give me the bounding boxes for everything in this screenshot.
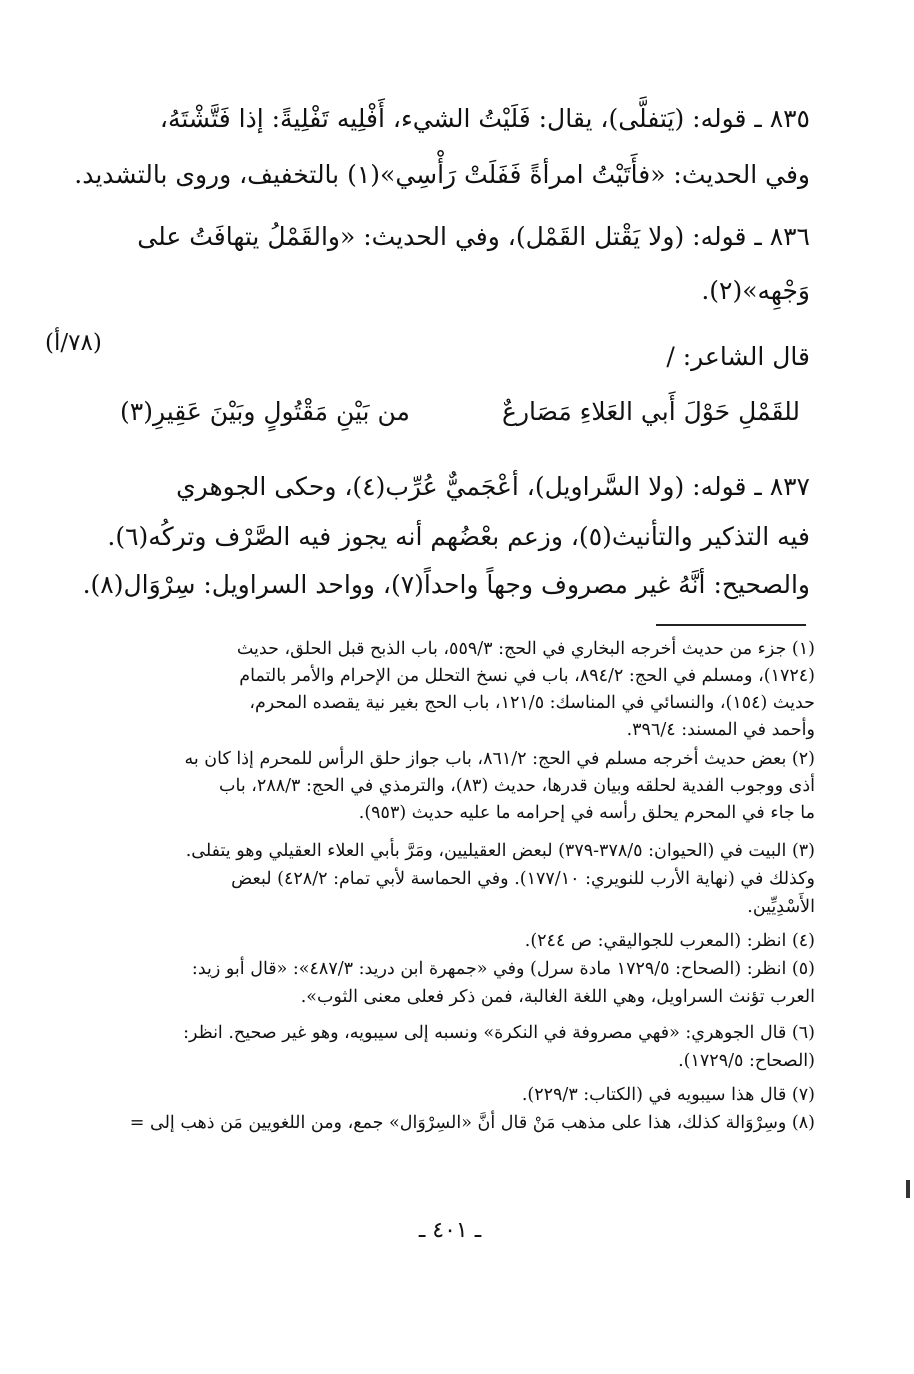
footnote-line: (الصحاح: ١٧٢٩/٥). [678, 1051, 815, 1071]
footnote-line: وكذلك في (نهاية الأرب للنويري: ١٧٧/١٠). وفي الحماسة لأبي تمام: ٤٢٨/٢) لبعض [231, 869, 815, 889]
poet-intro: قال الشاعر: / [666, 342, 810, 371]
footnote-line: (٨) وسِرْوَالة كذلك، هذا على مذهب مَنْ قال أنَّ «السِرْوَال» جمع، ومن اللغويين مَن ذهب إلى = [129, 1113, 815, 1133]
footnote-line: (٥) انظر: (الصحاح: ١٧٢٩/٥ مادة سرل) وفي «جمهرة ابن دريد: ٤٨٧/٣»: «قال أبو زيد: [191, 959, 815, 979]
footnote-line: (٤) انظر: (المعرب للجواليقي: ص ٢٤٤). [524, 931, 815, 951]
entry-836-line-1: ٨٣٦ ـ قوله: (ولا يَقْتل القَمْل)، وفي الحديث: «والقَمْلُ يتهافَتُ على [137, 222, 810, 251]
footnote-line: (١) جزء من حديث أخرجه البخاري في الحج: ٥٥٩/٣، باب الذبح قبل الحلق، حديث [236, 639, 815, 659]
footnote-line: وأحمد في المسند: ٣٩٦/٤. [626, 720, 815, 740]
footnote-line: أذى ووجوب الفدية لحلقه وبيان قدرها، حديث (٨٣)، والترمذي في الحج: ٢٨٨/٣، باب [219, 776, 815, 796]
entry-835-line-1: ٨٣٥ ـ قوله: (يَتفلَّى)، يقال: فَلَيْتُ الشيء، أَفْلِيه تَفْلِيةً: إذا فَتَّشْتَهُ، [159, 104, 810, 133]
footnote-line: (٧) قال هذا سيبويه في (الكتاب: ٢٢٩/٣). [521, 1085, 815, 1105]
footnote-line: (٢) بعض حديث أخرجه مسلم في الحج: ٨٦١/٢، باب جواز حلق الرأس للمحرم إذا كان به [184, 749, 815, 769]
verse-second-hemistich: من بَيْنِ مَقْتُولٍ وبَيْنَ عَقِيرِ(٣) [120, 397, 410, 426]
scan-edge-mark [906, 1180, 910, 1198]
entry-837-line-1: ٨٣٧ ـ قوله: (ولا السَّراويل)، أعْجَميٌّ عُرِّب(٤)، وحكى الجوهري [176, 472, 810, 501]
footnote-line: ما جاء في المحرم يحلق رأسه في إحرامه ما عليه حديث (٩٥٣). [358, 803, 815, 823]
footnote-line: العرب تؤنث السراويل، وهي اللغة الغالبة، فمن ذكر فعلى معنى الثوب». [300, 987, 815, 1007]
footnote-line: الأَسْدِيِّين. [747, 897, 815, 917]
verse-first-hemistich: للقَمْلِ حَوْلَ أَبي العَلاءِ مَصَارعٌ [502, 397, 800, 426]
entry-837-line-2: فيه التذكير والتأنيث(٥)، وزعم بعْضُهم أنه يجوز فيه الصَّرْف وتركُه(٦). [107, 522, 810, 551]
entry-836-line-2: وَجْهِه»(٢). [701, 276, 810, 305]
footnote-line: (١٧٢٤)، ومسلم في الحج: ٨٩٤/٢، باب في نسخ التحلل من الإحرام والأمر بالتمام [239, 666, 815, 686]
page-number: ـ ٤٠١ ـ [418, 1218, 482, 1243]
footnote-line: حديث (١٥٤)، والنسائي في المناسك: ١٢١/٥، باب الحج بغير نية يقصده المحرم، [249, 693, 815, 713]
entry-835-line-2: وفي الحديث: «فأَتَيْتُ امرأةً فَفَلَتْ رَأْسِي»(١) بالتخفيف، وروى بالتشديد. [74, 160, 810, 189]
footnote-line: (٦) قال الجوهري: «فهي مصروفة في النكرة» ونسبه إلى سيبويه، وهو غير صحيح. انظر: [183, 1023, 815, 1043]
folio-marker: (٧٨/أ) [45, 330, 102, 356]
footnote-separator [656, 624, 806, 626]
entry-837-line-3: والصحيح: أنَّهُ غير مصروف وجهاً واحداً(٧)، وواحد السراويل: سِرْوَال(٨). [82, 570, 810, 599]
footnote-line: (٣) البيت في (الحيوان: ٣٧٨/٥-٣٧٩) لبعض العقيليين، ومَرَّ بأبي العلاء العقيلي وهو يتفلى. [185, 841, 815, 861]
